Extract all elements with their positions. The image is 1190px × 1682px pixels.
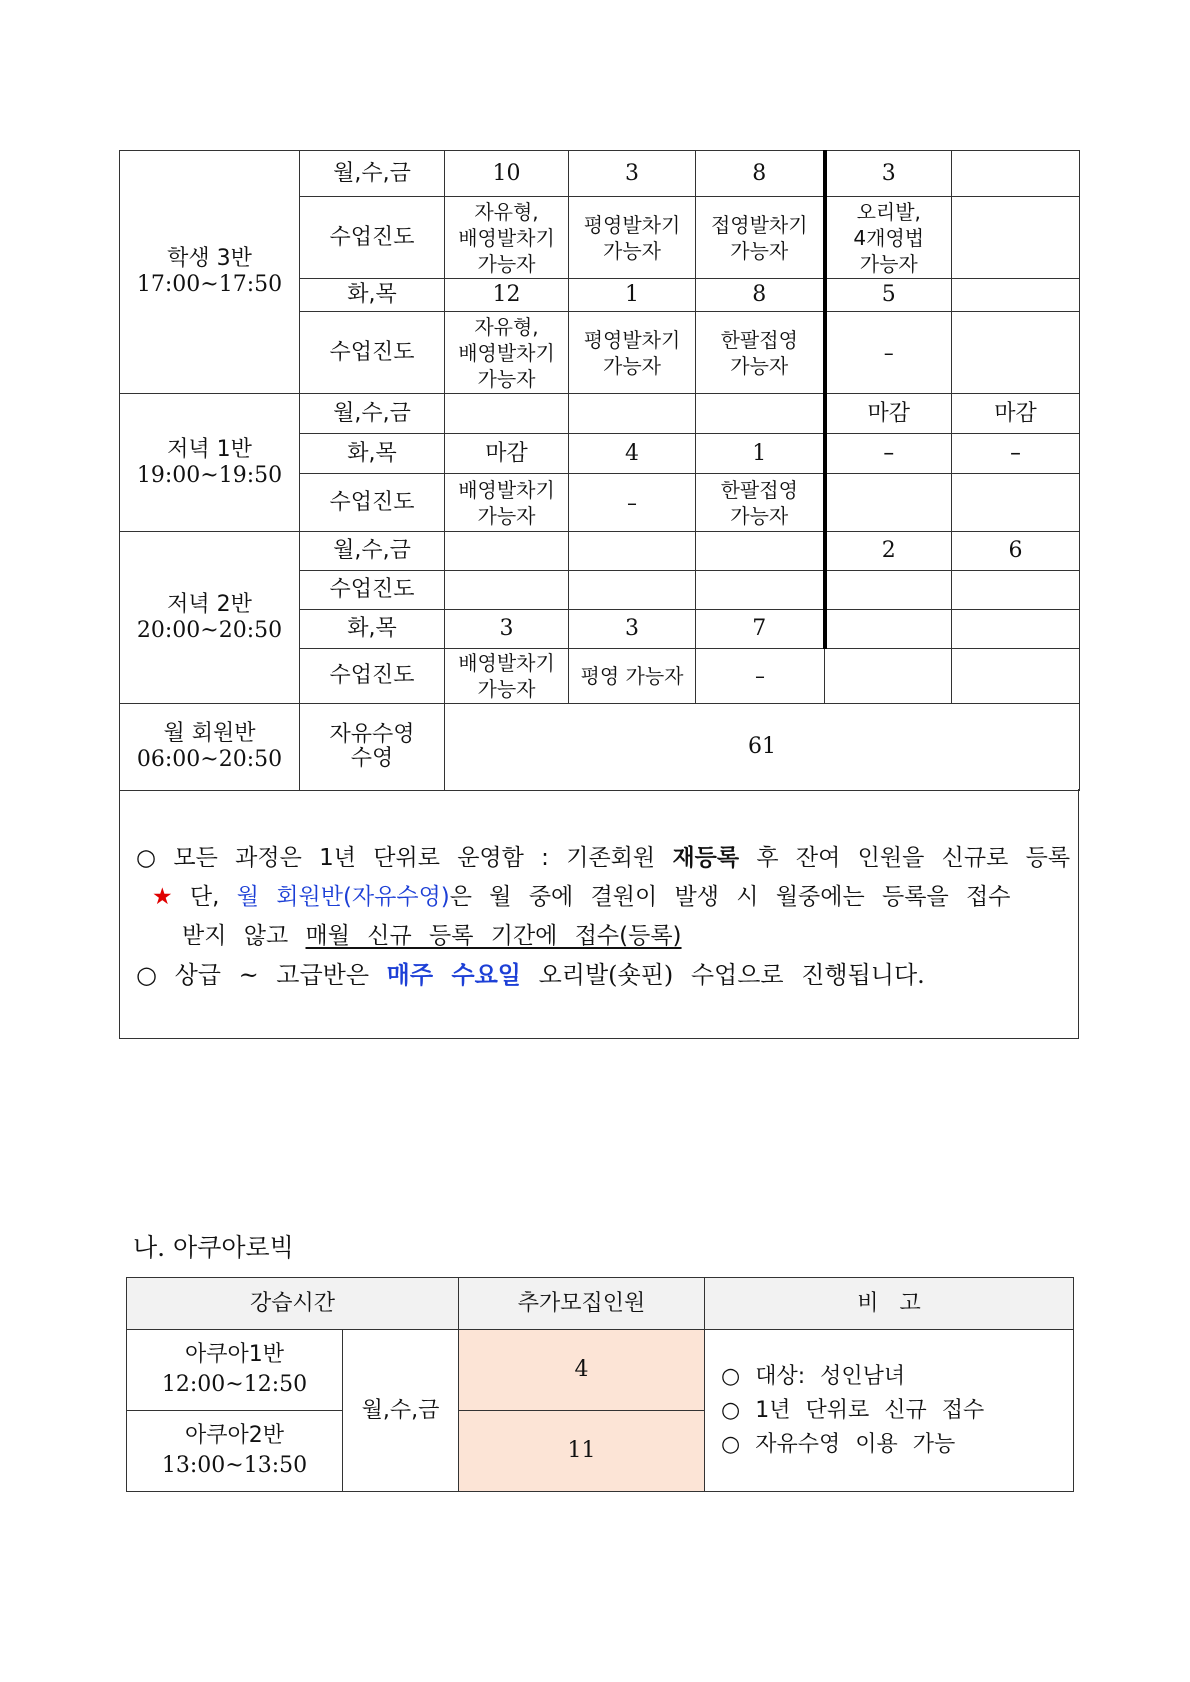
note-line-2 bbox=[152, 878, 1010, 911]
class-name: 저녁 2반 bbox=[167, 591, 252, 617]
count-cell: 1 bbox=[569, 279, 696, 312]
count-cell bbox=[445, 394, 569, 434]
header-remarks: 비 고 bbox=[705, 1278, 1074, 1330]
remark-item: ○ 자유수영 이용 가능 bbox=[721, 1431, 956, 1457]
count-cell: 7 bbox=[696, 610, 825, 649]
swim-schedule-table bbox=[119, 150, 1080, 791]
count-cell: 5 bbox=[825, 279, 952, 312]
count-cell: 1 bbox=[696, 434, 825, 474]
class-name: 아쿠아1반 bbox=[184, 1342, 284, 1367]
count-cell: 10 bbox=[445, 151, 569, 197]
count-cell bbox=[445, 532, 569, 571]
days-label: 월,수,금 bbox=[300, 394, 445, 434]
header-count: 추가모집인원 bbox=[459, 1278, 705, 1330]
progress-cell: 한팔접영 가능자 bbox=[696, 312, 825, 394]
aqua-remarks bbox=[705, 1330, 1074, 1492]
count-cell: – bbox=[825, 434, 952, 474]
days-label: 화,목 bbox=[300, 279, 445, 312]
count-cell: 6 bbox=[952, 532, 1080, 571]
progress-cell: – bbox=[569, 474, 696, 532]
progress-cell: 자유형, 배영발차기 가능자 bbox=[445, 197, 569, 279]
aqua-class-cell bbox=[127, 1330, 343, 1411]
progress-cell: 평영발차기 가능자 bbox=[569, 312, 696, 394]
class-name-cell bbox=[120, 151, 300, 394]
progress-cell: 오리발, 4개영법 가능자 bbox=[825, 197, 952, 279]
header-time: 강습시간 bbox=[127, 1278, 459, 1330]
aquarobic-table bbox=[126, 1277, 1074, 1492]
note-text: 후 잔여 인원을 신규로 등록 bbox=[739, 845, 1071, 871]
progress-cell bbox=[696, 571, 825, 610]
progress-cell: 평영발차기 가능자 bbox=[569, 197, 696, 279]
class-name: 아쿠아2반 bbox=[184, 1423, 284, 1448]
class-time: 13:00~13:50 bbox=[161, 1453, 308, 1478]
class-time: 06:00~20:50 bbox=[136, 747, 283, 772]
star-icon: ★ bbox=[152, 884, 173, 910]
count-cell: 마감 bbox=[825, 394, 952, 434]
remark-item: ○ 1년 단위로 신규 접수 bbox=[721, 1397, 985, 1423]
notes-box bbox=[119, 789, 1079, 1039]
progress-cell: 자유형, 배영발차기 가능자 bbox=[445, 312, 569, 394]
count-cell: 4 bbox=[569, 434, 696, 474]
class-time: 12:00~12:50 bbox=[161, 1372, 308, 1397]
count-cell bbox=[952, 151, 1080, 197]
progress-cell bbox=[825, 474, 952, 532]
progress-cell bbox=[952, 474, 1080, 532]
count-cell: 8 bbox=[696, 151, 825, 197]
days-label: 월,수,금 bbox=[300, 151, 445, 197]
progress-label: 수업진도 bbox=[300, 312, 445, 394]
days-label: 월,수,금 bbox=[300, 532, 445, 571]
remark-item: ○ 대상: 성인남녀 bbox=[721, 1363, 906, 1389]
type-label: 자유수영 수영 bbox=[300, 704, 445, 791]
progress-label: 수업진도 bbox=[300, 649, 445, 704]
days-label: 화,목 bbox=[300, 434, 445, 474]
class-name-cell bbox=[120, 394, 300, 532]
class-name: 학생 3반 bbox=[167, 246, 252, 271]
count-cell: 3 bbox=[569, 151, 696, 197]
progress-cell bbox=[952, 571, 1080, 610]
progress-cell bbox=[825, 571, 952, 610]
count-cell: 마감 bbox=[952, 394, 1080, 434]
progress-cell: 접영발차기 가능자 bbox=[696, 197, 825, 279]
days-label: 화,목 bbox=[300, 610, 445, 649]
class-name: 월 회원반 bbox=[163, 721, 256, 746]
note-line-4 bbox=[136, 955, 925, 990]
count-cell: 12 bbox=[445, 279, 569, 312]
class-time: 19:00~19:50 bbox=[136, 462, 283, 488]
progress-cell: 평영 가능자 bbox=[569, 649, 696, 704]
note-bold-text: 재등록 bbox=[672, 845, 740, 871]
note-text: 받지 않고 bbox=[182, 923, 306, 949]
count-cell bbox=[569, 394, 696, 434]
count-cell: 3 bbox=[445, 610, 569, 649]
progress-cell: 배영발차기 가능자 bbox=[445, 649, 569, 704]
progress-label: 수업진도 bbox=[300, 571, 445, 610]
count-cell: 3 bbox=[569, 610, 696, 649]
count-cell: 3 bbox=[825, 151, 952, 197]
note-text: 단, bbox=[172, 884, 220, 910]
class-time: 20:00~20:50 bbox=[136, 617, 283, 643]
class-name-cell bbox=[120, 532, 300, 704]
count-cell bbox=[696, 532, 825, 571]
progress-cell: – bbox=[696, 649, 825, 704]
progress-cell bbox=[825, 649, 952, 704]
count-cell bbox=[952, 279, 1080, 312]
count-cell bbox=[825, 610, 952, 649]
class-name-cell bbox=[120, 704, 300, 791]
aqua-count-cell: 4 bbox=[459, 1330, 705, 1411]
progress-cell bbox=[445, 571, 569, 610]
section-title: 나. 아쿠아로빅 bbox=[133, 1233, 294, 1262]
monthly-count-cell: 61 bbox=[445, 704, 1080, 791]
count-cell: – bbox=[952, 434, 1080, 474]
note-text: ○ 모든 과정은 1년 단위로 운영함 : 기존회원 bbox=[136, 845, 673, 871]
progress-cell: – bbox=[825, 312, 952, 394]
count-cell: 2 bbox=[825, 532, 952, 571]
note-underlined-text: 매월 신규 등록 기간에 접수(등록) bbox=[305, 923, 682, 949]
note-line-1 bbox=[136, 839, 1070, 872]
count-cell: 8 bbox=[696, 279, 825, 312]
note-highlight-text: 월 회원반(자유수영) bbox=[219, 884, 450, 910]
note-text: 은 월 중에 결원이 발생 시 월중에는 등록을 접수 bbox=[449, 884, 1011, 910]
aqua-count-cell: 11 bbox=[459, 1411, 705, 1492]
class-time: 17:00~17:50 bbox=[136, 272, 283, 297]
class-name: 저녁 1반 bbox=[167, 436, 252, 462]
count-cell bbox=[952, 610, 1080, 649]
progress-cell bbox=[569, 571, 696, 610]
progress-cell bbox=[952, 197, 1080, 279]
progress-cell bbox=[952, 649, 1080, 704]
aqua-class-cell bbox=[127, 1411, 343, 1492]
progress-cell: 한팔접영 가능자 bbox=[696, 474, 825, 532]
note-line-3 bbox=[182, 917, 682, 950]
note-highlight-text: 매주 수요일 bbox=[386, 961, 521, 989]
count-cell bbox=[696, 394, 825, 434]
progress-label: 수업진도 bbox=[300, 197, 445, 279]
progress-cell bbox=[952, 312, 1080, 394]
count-cell bbox=[569, 532, 696, 571]
progress-cell: 배영발차기 가능자 bbox=[445, 474, 569, 532]
count-cell: 마감 bbox=[445, 434, 569, 474]
aqua-days: 월,수,금 bbox=[343, 1330, 459, 1492]
note-text: ○ 상급 ~ 고급반은 bbox=[136, 961, 387, 989]
note-text: 오리발(숏핀) 수업으로 진행됩니다. bbox=[520, 961, 925, 989]
progress-label: 수업진도 bbox=[300, 474, 445, 532]
